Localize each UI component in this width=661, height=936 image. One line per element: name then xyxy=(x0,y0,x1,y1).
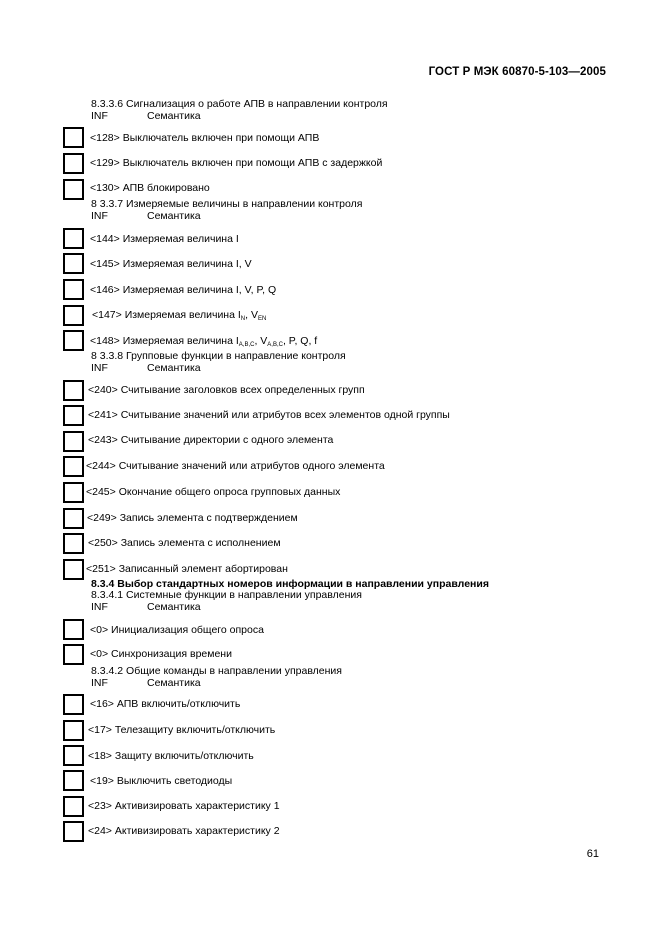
column-semantics: Семантика xyxy=(147,362,201,374)
section-title: 8.3.3.6 Сигнализация о работе АПВ в направлении контроля xyxy=(91,98,388,110)
checkbox[interactable] xyxy=(63,720,84,741)
checkbox[interactable] xyxy=(63,380,84,401)
subscript: EN xyxy=(257,316,267,322)
column-inf: INF xyxy=(91,362,108,374)
list-item: <251> Записанный элемент абортирован xyxy=(86,563,288,575)
list-item: <128> Выключатель включен при помощи АПВ xyxy=(90,132,320,144)
list-item: <243> Считывание директории с одного элемента xyxy=(88,434,334,446)
checkbox[interactable] xyxy=(63,796,84,817)
column-inf: INF xyxy=(91,210,108,222)
list-item: <23> Активизировать характеристику 1 xyxy=(88,800,280,812)
column-semantics: Семантика xyxy=(147,210,201,222)
checkbox[interactable] xyxy=(63,431,84,452)
list-item xyxy=(92,309,266,325)
checkbox[interactable] xyxy=(63,619,84,640)
checkbox[interactable] xyxy=(63,456,84,477)
column-header xyxy=(91,110,201,122)
checkbox[interactable] xyxy=(63,305,84,326)
column-header xyxy=(91,362,201,374)
column-inf: INF xyxy=(91,110,108,122)
list-item: <245> Окончание общего опроса групповых данных xyxy=(86,486,341,498)
list-item: <0> Инициализация общего опроса xyxy=(90,624,264,636)
column-inf: INF xyxy=(91,677,108,689)
section-title: 8 3.3.7 Измеряемые величины в направлении контроля xyxy=(91,198,363,210)
list-item: <16> АПВ включить/отключить xyxy=(90,698,241,710)
subscript: A,B,C xyxy=(238,342,255,348)
checkbox[interactable] xyxy=(63,694,84,715)
column-semantics: Семантика xyxy=(147,601,201,613)
list-item: <250> Запись элемента с исполнением xyxy=(88,537,281,549)
list-item: <240> Считывание заголовков всех определенных групп xyxy=(88,384,365,396)
checkbox[interactable] xyxy=(63,330,84,351)
checkbox[interactable] xyxy=(63,770,84,791)
checkbox[interactable] xyxy=(63,279,84,300)
page-header-title: ГОСТ Р МЭК 60870-5-103—2005 xyxy=(428,66,606,78)
checkbox[interactable] xyxy=(63,153,84,174)
subscript: N xyxy=(240,316,246,322)
list-item: <130> АПВ блокировано xyxy=(90,182,210,194)
item-mid: , V xyxy=(245,309,258,321)
section-title: 8 3.3.8 Групповые функции в направление контроля xyxy=(91,350,346,362)
section-title: 8.3.4.2 Общие команды в направлении управления xyxy=(91,665,342,677)
list-item: <17> Телезащиту включить/отключить xyxy=(88,724,276,736)
item-prefix: <147> Измеряемая величина I xyxy=(92,309,241,321)
list-item: <241> Считывание значений или атрибутов всех элементов одной группы xyxy=(88,409,450,421)
section-heading: 8.3.4 Выбор стандартных номеров информации в направлении управления xyxy=(91,578,489,590)
checkbox[interactable] xyxy=(63,508,84,529)
list-item: <145> Измеряемая величина I, V xyxy=(90,258,252,270)
checkbox[interactable] xyxy=(63,179,84,200)
list-item: <19> Выключить светодиоды xyxy=(90,775,233,787)
checkbox[interactable] xyxy=(63,253,84,274)
column-inf: INF xyxy=(91,601,108,613)
checkbox[interactable] xyxy=(63,559,84,580)
list-item: <249> Запись элемента с подтверждением xyxy=(87,512,298,524)
item-suffix: , P, Q, f xyxy=(282,335,318,347)
checkbox[interactable] xyxy=(63,821,84,842)
list-item: <0> Синхронизация времени xyxy=(90,648,232,660)
checkbox[interactable] xyxy=(63,745,84,766)
list-item: <18> Защиту включить/отключить xyxy=(88,750,254,762)
list-item: <129> Выключатель включен при помощи АПВ с задержкой xyxy=(90,157,383,169)
page-number: 61 xyxy=(586,848,599,860)
column-header xyxy=(91,601,201,613)
column-header xyxy=(91,210,201,222)
checkbox[interactable] xyxy=(63,482,84,503)
column-header xyxy=(91,677,201,689)
item-prefix: <148> Измеряемая величина I xyxy=(90,335,239,347)
checkbox[interactable] xyxy=(63,644,84,665)
item-mid: , V xyxy=(254,335,268,347)
column-semantics: Семантика xyxy=(147,110,201,122)
list-item: <244> Считывание значений или атрибутов одного элемента xyxy=(86,460,385,472)
checkbox[interactable] xyxy=(63,228,84,249)
list-item: <146> Измеряемая величина I, V, P, Q xyxy=(90,284,277,296)
checkbox[interactable] xyxy=(63,405,84,426)
section-title: 8.3.4.1 Системные функции в направлении управления xyxy=(91,589,362,601)
column-semantics: Семантика xyxy=(147,677,201,689)
list-item xyxy=(90,335,317,351)
subscript: A,B,C xyxy=(267,342,283,348)
checkbox[interactable] xyxy=(63,127,84,148)
list-item: <24> Активизировать характеристику 2 xyxy=(88,825,280,837)
checkbox[interactable] xyxy=(63,533,84,554)
list-item: <144> Измеряемая величина I xyxy=(90,233,239,245)
